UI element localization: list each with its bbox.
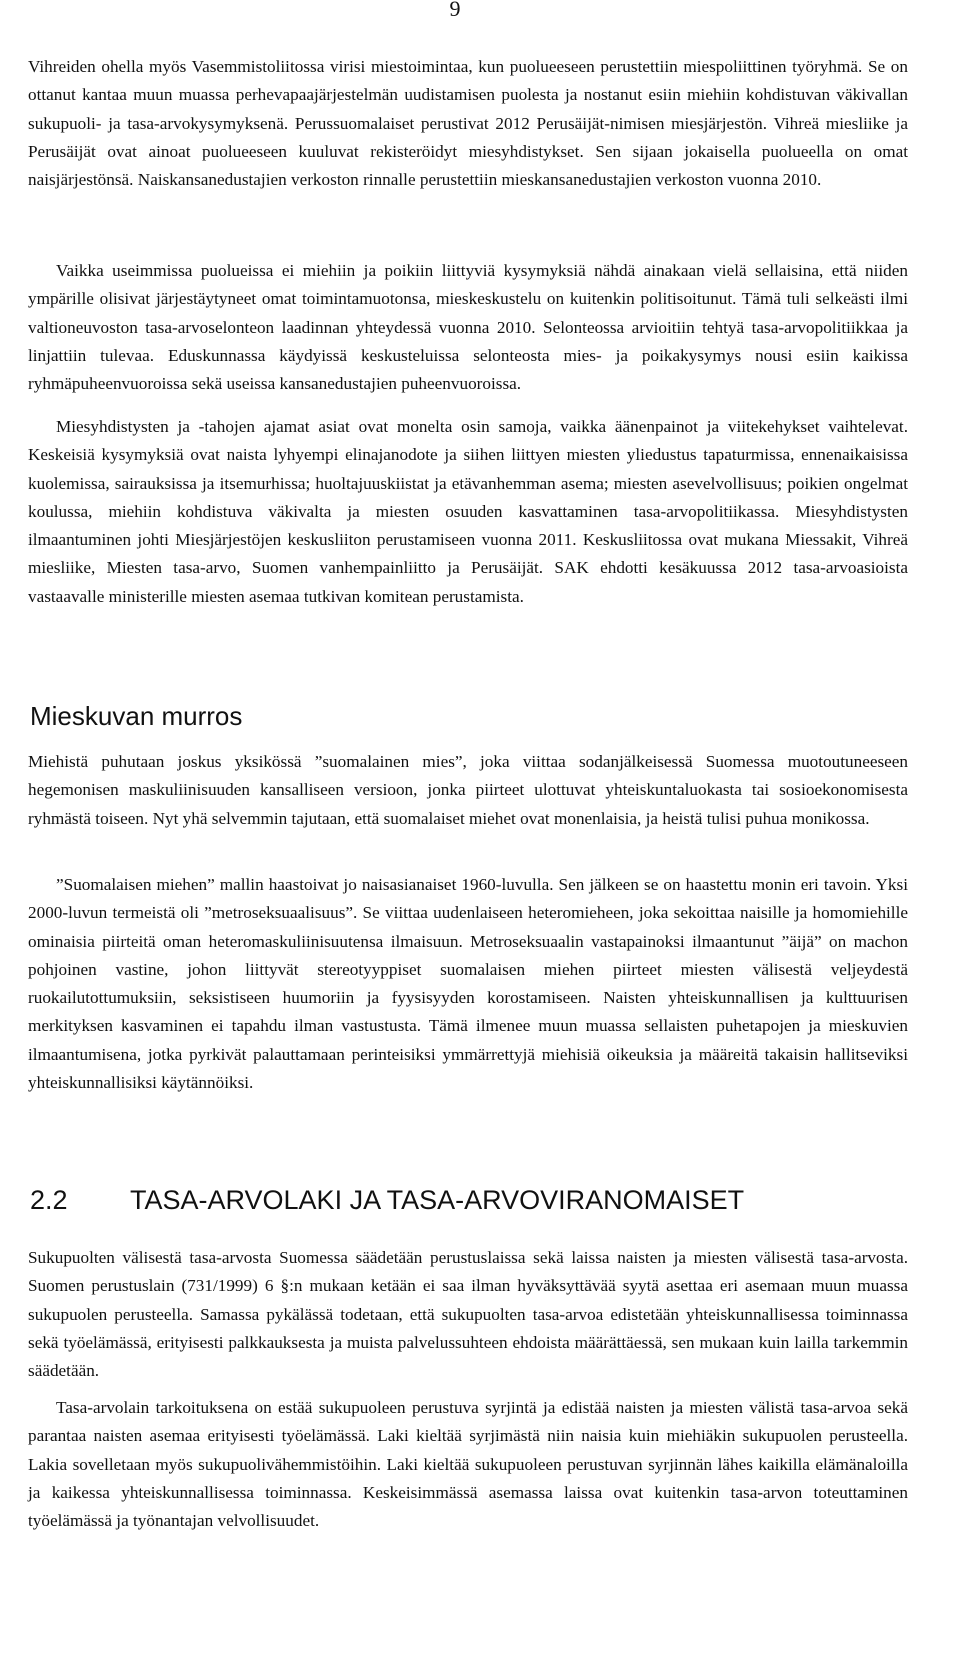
section-heading: Mieskuvan murros: [30, 701, 243, 731]
paragraph-text: Sukupuolten välisestä tasa-arvosta Suomessa säädetään perustuslaissa sekä laissa naisten ja miesten välisestä tasa-arvosta. Suomen perustuslain (731/1999) 6 §:n mukaan ketään ei saa ilman hyväksyttävää syytä asettaa eri asemaan muun muassa sukupuolen perusteella. Samassa pykälässä todetaan, että sukupuolten tasa-arvoa edistetään yhteiskunnallisessa toiminnassa sekä työelämässä, erityisesti palkkauksesta ja muista palvelussuhteen ehdoista määrättäessä, sen mukaan kuin lailla tarkemmin säädetään.: [28, 1248, 908, 1381]
page-number: 9: [449, 0, 461, 21]
body-paragraph: [28, 53, 908, 194]
chapter-number: 2.2: [30, 1185, 68, 1215]
body-paragraph: [28, 748, 908, 833]
body-paragraph: [28, 257, 908, 398]
paragraph-text: Miesyhdistysten ja -tahojen ajamat asiat ovat monelta osin samoja, vaikka äänenpainot ja viitekehykset vaihtelevat. Keskeisiä kysymyksiä ovat naista lyhyempi elinajanodote ja siihen liittyen miesten yliedustus tapaturmissa, ennenaikaisissa kuolemissa, sairauksissa ja itsemurhissa; huoltajuuskiistat ja etävanhemman asema; miesten asevelvollisuus; poikien ongelmat koulussa, miehiin kohdistuva väkivalta ja miesten osuuden kasvattaminen tasa-arvopolitiikassa. Miesyhdistysten ilmaantuminen johti Miesjärjestöjen keskusliiton perustamiseen vuonna 2011. Keskusliitossa ovat mukana Miessakit, Vihreä miesliike, Miesten tasa-arvo, Suomen vanhempainliitto ja Perusäijät. SAK ehdotti kesäkuussa 2012 tasa-arvoasioista vastaavalle ministerille miesten asemaa tutkivan komitean perustamista.: [28, 417, 908, 606]
body-paragraph: [28, 1244, 908, 1385]
body-paragraph: [28, 413, 908, 611]
body-paragraph: [28, 1394, 908, 1535]
paragraph-text: Miehistä puhutaan joskus yksikössä ”suomalainen mies”, joka viittaa sodanjälkeisessä Suomessa muotoutuneeseen hegemonisen maskuliinisuuden kansalliseen versioon, jonka piirteet ulottuvat yhteiskuntaluokasta tai sosioekonomisesta ryhmästä toiseen. Nyt yhä selvemmin tajutaan, että suomalaiset miehet ovat monenlaisia, ja heistä tulisi puhua monikossa.: [28, 752, 908, 828]
chapter-heading: [30, 1184, 744, 1216]
body-paragraph: [28, 871, 908, 1097]
paragraph-text: ”Suomalaisen miehen” mallin haastoivat jo naisasianaiset 1960-luvulla. Sen jälkeen se on haastettu monin eri tavoin. Yksi 2000-luvun termeistä oli ”metroseksuaalisuus”. Se viittaa uudenlaiseen heteromieheen, joka sekoittaa naisille ja homomiehille ominaisia piirteitä oman heteromaskuliinisuutensa ilmaisuun. Metroseksuaalin vastapainoksi ilmaantunut ”äijä” on machon pohjoinen vastine, johon liittyvät stereotyyppiset suomalaisen miehen piirteet miesten välisestä veljeydestä ruokailutottumuksiin, seksistiseen huumoriin ja fyysisyyden korostamiseen. Naisten yhteiskunnallisen ja kulttuurisen merkityksen kasvaminen ei tapahdu ilman vastustusta. Tämä ilmenee muun muassa sellaisten puhetapojen ja mieskuvien ilmaantumisena, jotka pyrkivät palauttamaan perinteisiksi ymmärrettyjä miehisiä oikeuksia ja määreitä takaisin hallitseviksi yhteiskunnallisiksi käytännöiksi.: [28, 875, 908, 1093]
paragraph-text: Vihreiden ohella myös Vasemmistoliitossa virisi miestoimintaa, kun puolueeseen perustettiin miespoliittinen työryhmä. Se on ottanut kantaa muun muassa perhevapaajärjestelmän uudistamisen puolesta ja nostanut esiin miehiin kohdistuvan väkivallan sukupuoli- ja tasa-arvokysymyksenä. Perussuomalaiset perustivat 2012 Perusäijät-nimisen miesjärjestön. Vihreä miesliike ja Perusäijät ovat ainoat puolueeseen kuuluvat rekisteröidyt miesyhdistykset. Sen sijaan jokaisella puolueella on omat naisjärjestönsä. Naiskansanedustajien verkoston rinnalle perustettiin mieskansanedustajien verkoston vuonna 2010.: [28, 57, 908, 190]
chapter-title: TASA-ARVOLAKI JA TASA-ARVOVIRANOMAISET: [130, 1185, 745, 1215]
paragraph-text: Vaikka useimmissa puolueissa ei miehiin ja poikiin liittyviä kysymyksiä nähdä ainakaan vielä sellaisina, että niiden ympärille olisivat järjestäytyneet omat toimintamuotonsa, mieskeskustelu on kuitenkin politisoitunut. Tämä tuli selkeästi ilmi valtioneuvoston tasa-arvoselonteon laadinnan yhteydessä vuonna 2010. Selonteossa arvioitiin tehtyä tasa-arvopolitiikkaa ja linjattiin tulevaa. Eduskunnassa käydyissä keskusteluissa selonteosta mies- ja poikakysymys nousi esiin kaikissa ryhmäpuheenvuoroissa sekä useissa kansanedustajien puheenvuoroissa.: [28, 261, 908, 394]
paragraph-text: Tasa-arvolain tarkoituksena on estää sukupuoleen perustuva syrjintä ja edistää naisten ja miesten välistä tasa-arvoa sekä parantaa naisten asemaa erityisesti työelämässä. Laki kieltää syrjimästä niin naisia kuin miehiäkin sukupuolen perusteella. Lakia sovelletaan myös sukupuolivähemmistöihin. Laki kieltää sukupuoleen perustuvan syrjinnän lähes kaikilla elämänaloilla ja kaikessa yhteiskunnallisessa toiminnassa. Keskeisimmässä asemassa laissa ovat kuitenkin tasa-arvon toteuttaminen työelämässä ja työnantajan velvollisuudet.: [28, 1398, 908, 1531]
